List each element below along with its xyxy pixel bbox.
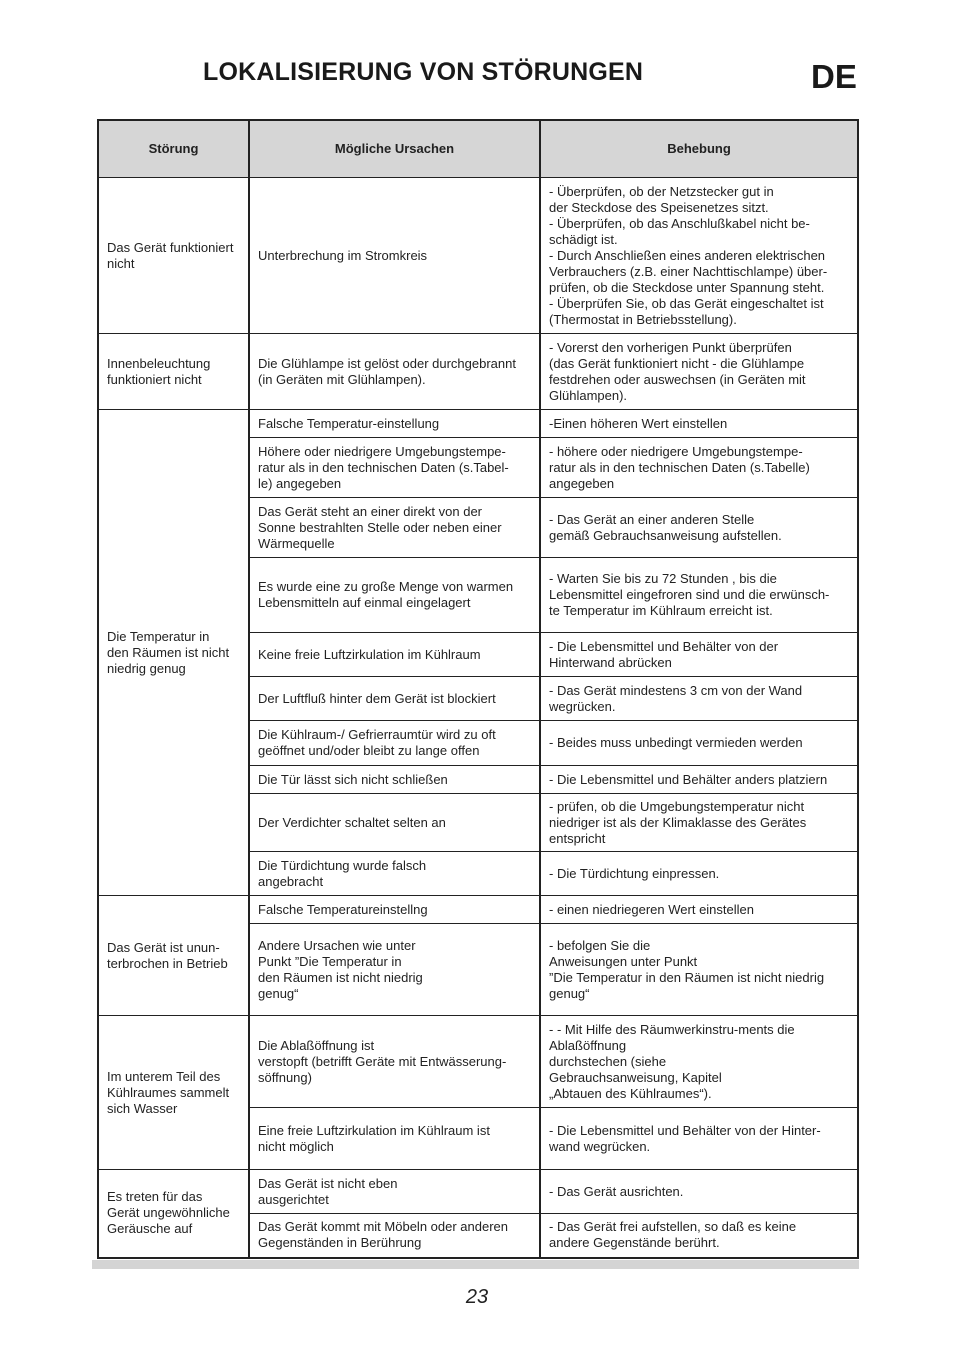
problem-cell: Im unterem Teil des Kühlraumes sammelt sich Wasser <box>98 1016 249 1170</box>
column-header-cause: Mögliche Ursachen <box>249 120 540 178</box>
cause-cell: Die Tür lässt sich nicht schließen <box>249 766 540 794</box>
problem-cell: Das Gerät ist unun- terbrochen in Betrieb <box>98 896 249 1016</box>
cause-cell: Das Gerät kommt mit Möbeln oder anderen Gegenständen in Berührung <box>249 1214 540 1258</box>
page-number: 23 <box>465 1286 489 1308</box>
remedy-cell: - befolgen Sie die Anweisungen unter Punkt ”Die Temperatur in den Räumen ist nicht niedrig genug“ <box>540 924 858 1016</box>
table-row <box>98 1170 858 1214</box>
cause-cell: Keine freie Luftzirkulation im Kühlraum <box>249 633 540 677</box>
problem-cell: Innenbeleuchtung funktioniert nicht <box>98 334 249 410</box>
remedy-cell: - Warten Sie bis zu 72 Stunden , bis die Lebensmittel eingefroren sind und die erwünsch- te Temperatur im Kühlraum erreicht ist. <box>540 558 858 633</box>
remedy-cell: - - Mit Hilfe des Räumwerkinstru-ments die Ablaßöffnung durchstechen (siehe Gebrauchsanweisung, Kapitel „Abtauen des Kühlraumes“). <box>540 1016 858 1108</box>
cause-cell: Die Ablaßöffnung ist verstopft (betrifft Geräte mit Entwässerung- söffnung) <box>249 1016 540 1108</box>
remedy-cell: - Die Lebensmittel und Behälter anders platziern <box>540 766 858 794</box>
cause-cell: Die Kühlraum-/ Gefrierraumtür wird zu oft geöffnet und/oder bleibt zu lange offen <box>249 721 540 766</box>
remedy-cell: - Das Gerät frei aufstellen, so daß es keine andere Gegenstände berührt. <box>540 1214 858 1258</box>
troubleshooting-table <box>97 119 859 1259</box>
footer-bar <box>92 1260 859 1269</box>
remedy-cell: - Vorerst den vorherigen Punkt überprüfen (das Gerät funktioniert nicht - die Glühlampe festdrehen oder auswechsen (in Geräten mit Glühlampen). <box>540 334 858 410</box>
remedy-cell: - Das Gerät an einer anderen Stelle gemäß Gebrauchsanweisung aufstellen. <box>540 498 858 558</box>
remedy-cell: - Beides muss unbedingt vermieden werden <box>540 721 858 766</box>
remedy-cell: - prüfen, ob die Umgebungstemperatur nicht niedriger ist als der Klimaklasse des Gerätes entspricht <box>540 794 858 852</box>
table-header-row <box>98 120 858 178</box>
remedy-cell: - Das Gerät ausrichten. <box>540 1170 858 1214</box>
cause-cell: Das Gerät steht an einer direkt von der Sonne bestrahlten Stelle oder neben einer Wärmequelle <box>249 498 540 558</box>
problem-cell: Es treten für das Gerät ungewöhnliche Geräusche auf <box>98 1170 249 1258</box>
cause-cell: Falsche Temperatur-einstellung <box>249 410 540 438</box>
problem-cell: Das Gerät funktioniert nicht <box>98 178 249 334</box>
cause-cell: Es wurde eine zu große Menge von warmen Lebensmitteln auf einmal eingelagert <box>249 558 540 633</box>
remedy-cell: -Einen höheren Wert einstellen <box>540 410 858 438</box>
table-row <box>98 334 858 410</box>
remedy-cell: - Überprüfen, ob der Netzstecker gut in der Steckdose des Speisenetzes sitzt. - Überprüfen, ob das Anschlußkabel nicht be- schädigt ist. - Durch Anschließen eines anderen elektrischen Verbrauchers (z.B. einer Nachttischlampe) über- prüfen, ob die Steckdose unter Spannung steht. - Überprüfen Sie, ob das Gerät eingeschaltet ist (Thermostat in Betriebsstellung). <box>540 178 858 334</box>
table-row <box>98 896 858 924</box>
cause-cell: Falsche Temperatureinstellng <box>249 896 540 924</box>
cause-cell: Die Türdichtung wurde falsch angebracht <box>249 852 540 896</box>
remedy-cell: - Die Türdichtung einpressen. <box>540 852 858 896</box>
language-code: DE <box>811 58 857 95</box>
remedy-cell: - höhere oder niedrigere Umgebungstempe- ratur als in den technischen Daten (s.Tabelle) angegeben <box>540 438 858 498</box>
cause-cell: Andere Ursachen wie unter Punkt ”Die Temperatur in den Räumen ist nicht niedrig genug“ <box>249 924 540 1016</box>
cause-cell: Höhere oder niedrigere Umgebungstempe- ratur als in den technischen Daten (s.Tabel- le) angegeben <box>249 438 540 498</box>
column-header-problem: Störung <box>98 120 249 178</box>
remedy-cell: - einen niedriegeren Wert einstellen <box>540 896 858 924</box>
page-title: LOKALISIERUNG VON STÖRUNGEN <box>203 58 644 86</box>
remedy-cell: - Das Gerät mindestens 3 cm von der Wand wegrücken. <box>540 677 858 721</box>
problem-cell: Die Temperatur in den Räumen ist nicht niedrig genug <box>98 410 249 896</box>
cause-cell: Das Gerät ist nicht eben ausgerichtet <box>249 1170 540 1214</box>
cause-cell: Der Verdichter schaltet selten an <box>249 794 540 852</box>
cause-cell: Eine freie Luftzirkulation im Kühlraum ist nicht möglich <box>249 1108 540 1170</box>
remedy-cell: - Die Lebensmittel und Behälter von der Hinter- wand wegrücken. <box>540 1108 858 1170</box>
table-row <box>98 178 858 334</box>
column-header-remedy: Behebung <box>540 120 858 178</box>
cause-cell: Der Luftfluß hinter dem Gerät ist blockiert <box>249 677 540 721</box>
cause-cell: Die Glühlampe ist gelöst oder durchgebrannt (in Geräten mit Glühlampen). <box>249 334 540 410</box>
remedy-cell: - Die Lebensmittel und Behälter von der Hinterwand abrücken <box>540 633 858 677</box>
table-row <box>98 1016 858 1108</box>
cause-cell: Unterbrechung im Stromkreis <box>249 178 540 334</box>
table-row <box>98 410 858 438</box>
